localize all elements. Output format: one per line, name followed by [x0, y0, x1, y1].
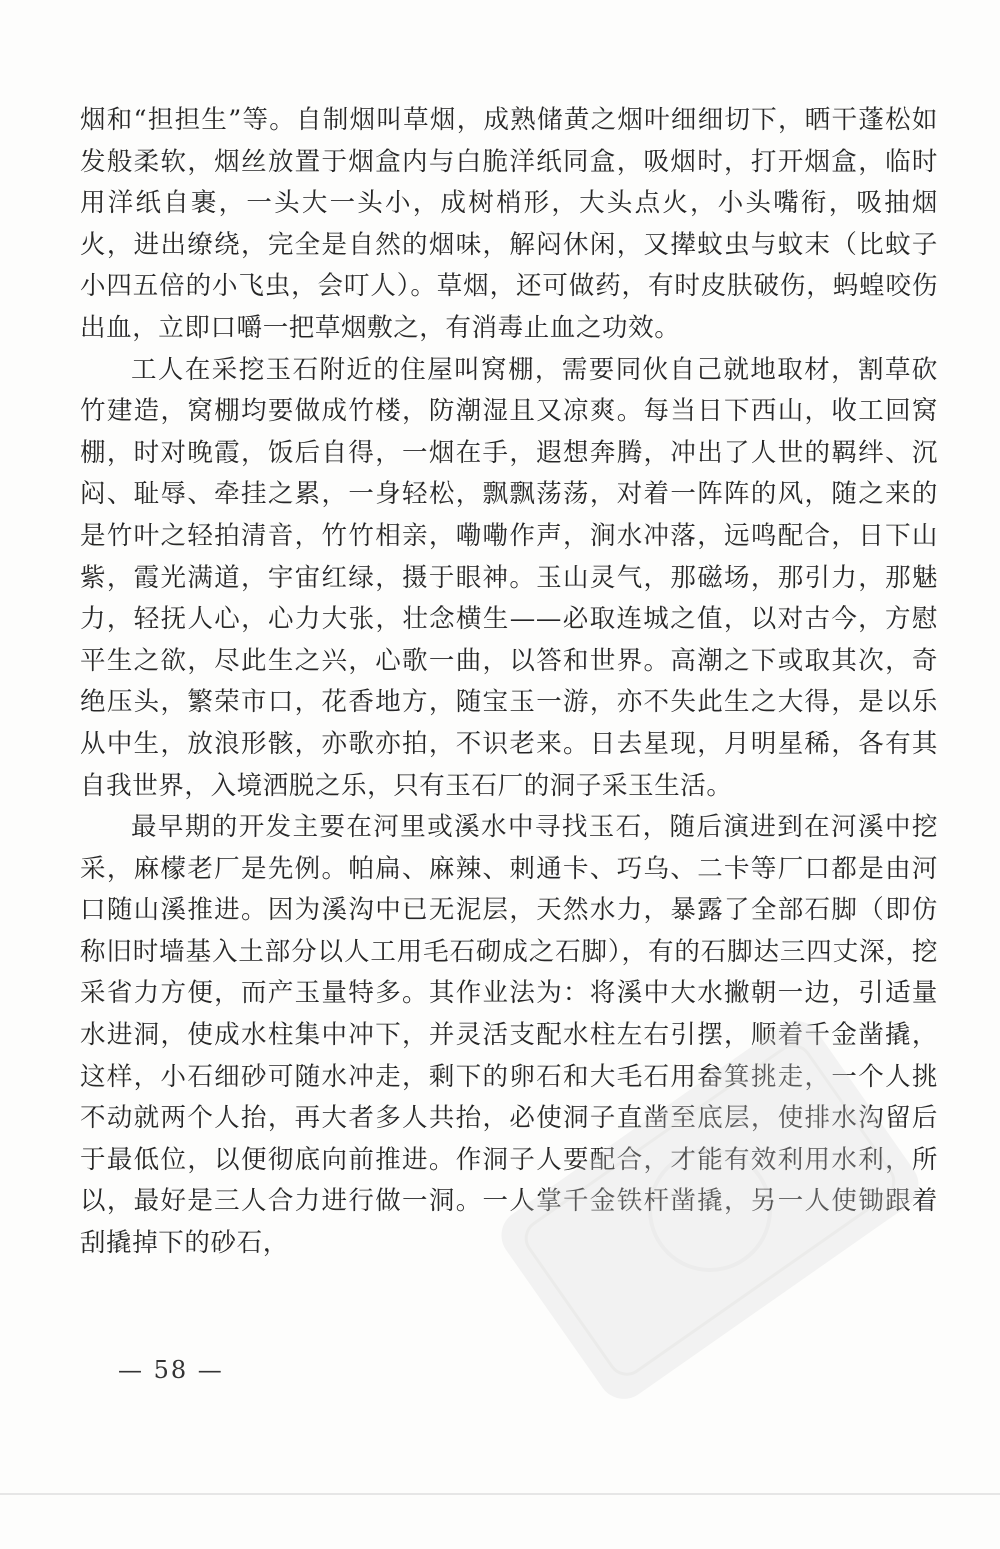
body-text — [80, 100, 938, 1265]
bottom-scan-edge — [0, 1493, 1000, 1495]
paragraph-3: 最早期的开发主要在河里或溪水中寻找玉石，随后演进到在河溪中挖采，麻檬老厂是先例。帕扁、麻辣、刺通卡、巧乌、二卡等厂口都是由河口随山溪推进。因为溪沟中已无泥层，天然水力，暴露了全部石脚（即仿称旧时墙基入土部分以人工用毛石砌成之石脚），有的石脚达三四丈深，挖采省力方便，而产玉量特多。其作业法为：将溪中大水撇朝一边，引适量水进洞，使成水柱集中冲下，并灵活支配水柱左右引摆，顺着千金凿撬，这样，小石细砂可随水冲走，剩下的卵石和大毛石用畚箕挑走，一个人挑不动就两个人抬，再大者多人共抬，必使洞子直凿至底层，使排水沟留后于最低位，以便彻底向前推进。作洞子人要配合，才能有效利用水利，所以，最好是三人合力进行做一洞。一人掌千金铁杆凿撬，另一人使锄跟着刮撬掉下的砂石， — [80, 812, 938, 1259]
paragraph-1: 烟和“担担生”等。自制烟叫草烟，成熟储黄之烟叶细细切下，晒干蓬松如发般柔软，烟丝放置于烟盒内与白脆洋纸同盒，吸烟时，打开烟盒，临时用洋纸自裹，一头大一头小，成树梢形，大头点火，小头嘴衔，吸抽烟火，进出缭绕，完全是自然的烟味，解闷休闲，又撵蚊虫与蚊末（比蚊子小四五倍的小飞虫，会叮人）。草烟，还可做药，有时皮肤破伤，蚂蝗咬伤出血，立即口嚼一把草烟敷之，有消毒止血之功效。 — [80, 105, 938, 343]
page-number: — 58 — — [118, 1356, 224, 1384]
paragraph-2: 工人在采挖玉石附近的住屋叫窝棚，需要同伙自己就地取材，割草砍竹建造，窝棚均要做成竹楼，防潮湿且又凉爽。每当日下西山，收工回窝棚，时对晚霞，饭后自得，一烟在手，遐想奔腾，冲出了人世的羁绊、沉闷、耻辱、牵挂之累，一身轻松，飘飘荡荡，对着一阵阵的风，随之来的是竹叶之轻拍清音，竹竹相亲，嘞嘞作声，涧水冲落，远鸣配合，日下山紫，霞光满道，宇宙红绿，摄于眼神。玉山灵气，那磁场，那引力，那魅力，轻抚人心，心力大张，壮念横生——必取连城之值，以对古今，方慰平生之欲，尽此生之兴，心歌一曲，以答和世界。高潮之下或取其次，奇绝压头，繁荣市口，花香地方，随宝玉一游，亦不失此生之大得，是以乐从中生，放浪形骸，亦歌亦拍，不识老来。日去星现，月明星稀，各有其自我世界，入境洒脱之乐，只有玉石厂的洞子采玉生活。 — [80, 354, 938, 801]
